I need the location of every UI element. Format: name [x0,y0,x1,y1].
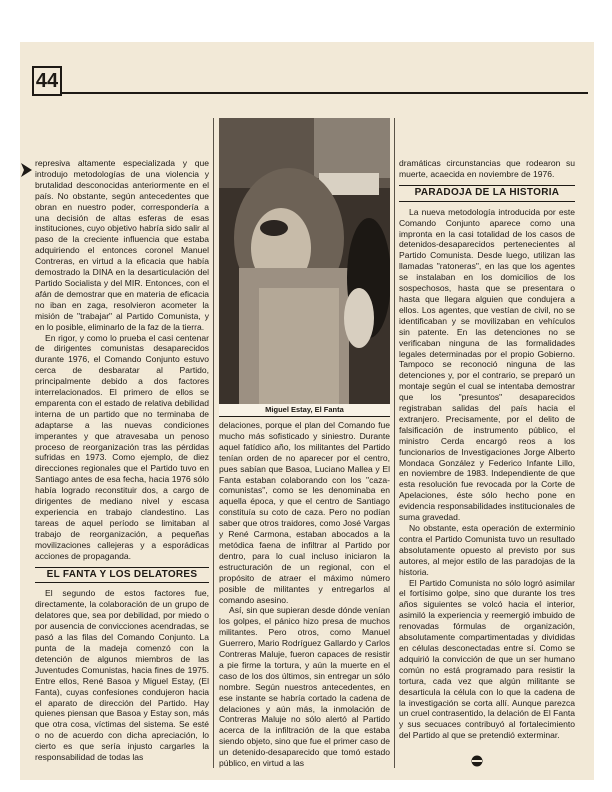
paragraph: En rigor, y como lo prueba el casi centenar de dirigentes comunistas desaparecidos durante 1976, el Comando Conjunto estuvo cerca de desbaratar al Partido, principalmente debido a dos factores interrelacionados. El primero de ellos se emparenta con el estado de relativa debilidad interna de un partido que no terminaba de adaptarse a las nuevas condiciones imperantes y que atravesaba un penoso proceso de reorganización tras las pérdidas sufridas en 1973. Como ejemplo, de diez direcciones regionales que el Partido tuvo en Santiago antes de esa fecha, hacia 1976 sólo había logrado reconstituir dos, a cargo de dirigentes de mediano nivel y escasa experiencia en trabajo clandestino. Las tareas de aquel período se limitaban al trabajo de reorganización, a pequeñas movilizaciones callejeras y a esporádicas acciones de propaganda. [35,332,209,561]
paragraph: El Partido Comunista no sólo logró asimilar el fortísimo golpe, sino que durante los tres años siguientes se volcó hacia el interior, asimiló la experiencia y reemergió imbuido de renovadas fórmulas de organización, absolutamente compartimentadas y divididas en células desconectadas entre sí. Como se adquirió la convicción de que un ser humano común no está programado para resistir la tortura, cada vez que algún militante se desarticula la célula con lo que la cadena de la investigación se corta allí. Aunque parezca un cruel contrasentido, la delación de El Fanta y sus secuaces contribuyó al fortalecimiento del Partido al que se pretendió exterminar. [399,577,575,741]
paragraph: No obstante, esta operación de exterminio contra el Partido Comunista tuvo un resultado absolutamente opuesto al previsto por sus autores, al mejor estilo de las paradojas de la historia. [399,523,575,577]
column-divider [213,118,214,768]
column-middle [219,420,390,770]
paragraph: delaciones, porque el plan del Comando fue mucho más sofisticado y siniestro. Durante aquel fatídico año, los militantes del Partido tenían orden de no aparecer por el centro, pues sabían que Basoa, Luciano Mallea y El Fanta estaban colaborando con los "caza-comunistas", como se les denominaba en aquella época, y que el centro de Santiago constituía su coto de caza. Pero no podían saber que otros traidores, como José Vargas y René Carmona, estaban abocados a la metódica faena de infiltrar al Partido por dentro, para lo cual incluso iniciaron la estructuración de un regional, con el propósito de atraer el máximo número posible de militantes y entregarlos al comando asesino. [219,420,390,605]
photo-miguel-estay [219,118,390,404]
paragraph: La nueva metodología introducida por este Comando Conjunto aparece como una impronta en la casi totalidad de los casos de detenidos-desaparecidos pertenecientes al Partido Comunista. Desde luego, utilizan las llamadas "ratoneras", en las que los agentes se instalaban en los domicilios de los sospechosos, hasta que se presentara o hasta que llegara alguien que condujera a ellos. Los agentes, que vestían de civil, no se identificaban y se movilizaban en vehículos sin patente. En las detenciones no se verificaban ninguna de las formalidades legales determinadas por el propio Gobierno. Tampoco se reconoció ninguna de las detenciones y, por el contrario, se preparó un montaje según el cual se intentaba demostrar que los "presuntos" desaparecidos registraban salidas del país hacia el extranjero. Precisamente, por el delito de falsificación de instrumento público, el ministro Cerda encargó reos a los funcionarios de Investigaciones Jorge Alberto Mondaca González y Federico Infante Lillo, en noviembre de 1983. Independiente de que esta resolución fue revocada por la Corte de Apelaciones, éste sólo hecho pone en evidencia responsabilidades institucionales de suma gravedad. [399,206,575,523]
header-rule [60,92,588,94]
portrait-image [219,118,390,404]
photo-caption: Miguel Estay, El Fanta [219,404,390,417]
paragraph: represiva altamente especializada y que introdujo metodologías de una violencia y brutalidad desconocidas anteriormente en el país. No obstante, según antecedentes que obran en nuestro poder, correspondería a una decisión de altas esferas de esas instituciones, cuyo objetivo habría sido salir al paso de la creciente influencia que estaba adquiriendo el entonces coronel Manuel Contreras, en virtud a la eficacia que había demostrado la DINA en la desarticulación del Partido Socialista y del MIR. Entonces, con el afán de demostrar que en materia de eficacia no iban en zaga, resolvieron acometer la misión de "trabajar" al Partido Comunista, y en lo posible, eliminarlo de la faz de la tierra. [35,158,209,332]
section-heading: EL FANTA Y LOS DELATORES [35,567,209,584]
paragraph: dramáticas circunstancias que rodearon su muerte, acaecida en noviembre de 1976. [399,158,575,179]
page-number: 44 [32,66,62,96]
column-divider [394,118,395,768]
paragraph: El segundo de estos factores fue, directamente, la colaboración de un grupo de delatores que, sea por debilidad, por miedo o por ausencia de convicciones acendradas, se pasó a las filas del Comando Conjunto. La punta de la madeja comenzó con la detención de algunos miembros de las Juventudes Comunistas, hacia fines de 1975. Entre ellos, René Basoa y Miguel Estay, (El Fanta), cuyas confesiones condujeron hacia el aparato de dirección del Partido. Hay quienes piensan que Basoa y Estay son, más que otra cosa, víctimas del sistema. Se esté o no de acuerdo con dicha apreciación, lo cierto es que sería injusto cargarles la responsabilidad de todas las [35,588,209,763]
section-heading: PARADOJA DE LA HISTORIA [399,185,575,202]
column-left [35,158,209,770]
arrow-marker-icon [21,163,32,177]
column-right [399,158,575,768]
end-mark-icon [471,755,483,767]
paragraph: Así, sin que supieran desde dónde venían los golpes, el pánico hizo presa de muchos militantes. Pero otros, como Manuel Guerrero, Mario Rodríguez Gallardo y Carlos Contreras Maluje, fueron capaces de resistir a pie firme la tortura, y aún la muerte en el caso de los dos últimos, sin entregar un sólo nombre. Según nuestros antecedentes, en ese instante se habría cortado la cadena de delaciones y aún más, la inmolación de Contreras Maluje no sólo alertó al Partido acerca de la infiltración de la que estaba siendo objeto, sino que fue el primer caso de un detenido-desaparecido que tomó estado público, en virtud a las [219,605,390,769]
